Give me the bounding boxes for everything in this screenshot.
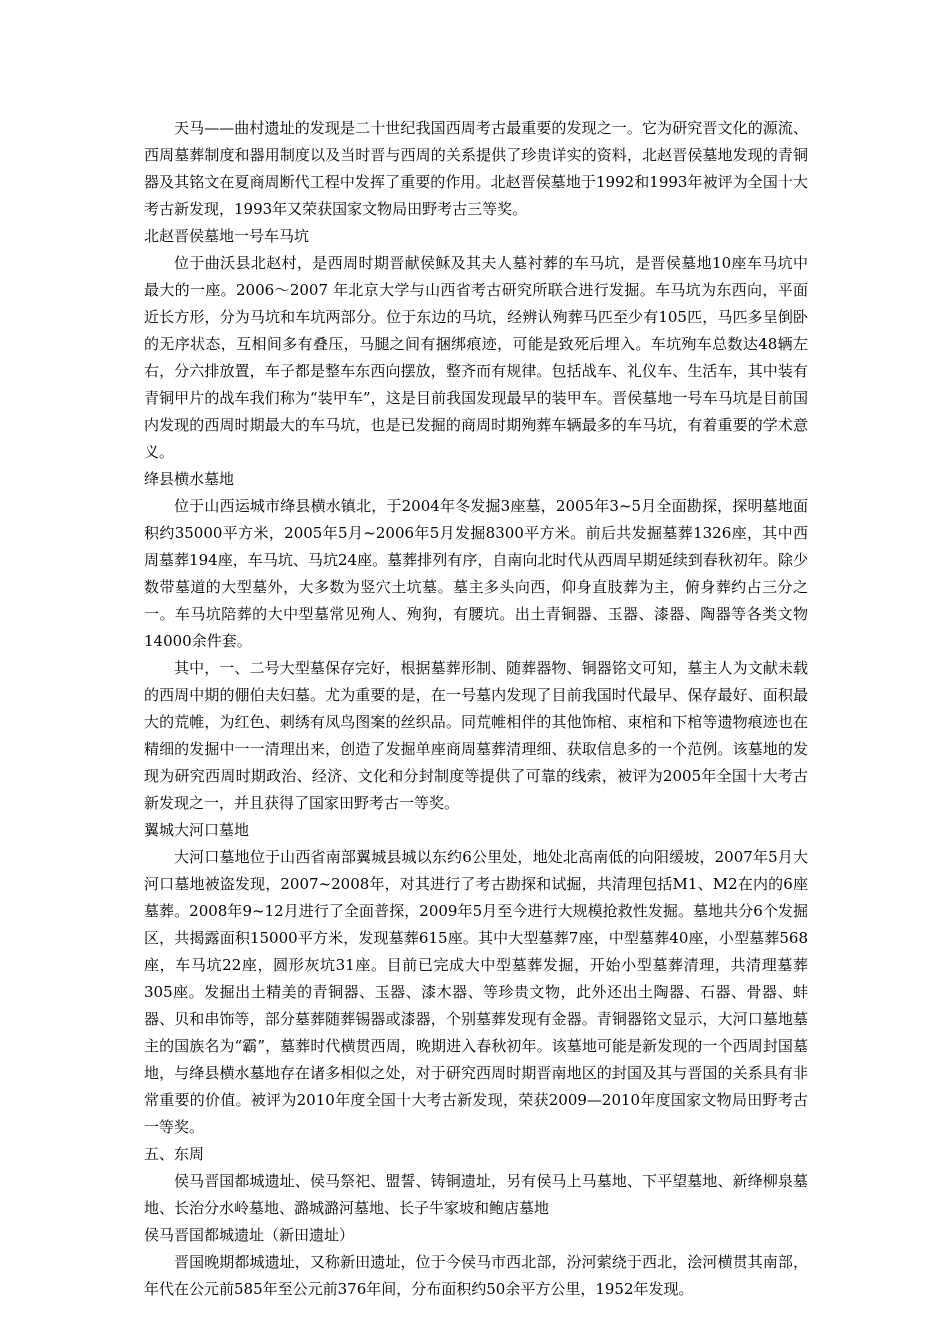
houma-capital-site-paragraph: 晋国晚期都城遗址，又称新田遗址，位于今侯马市西北部，汾河萦绕于西北，浍河横贯其南部，年代在公元前585年至公元前376年间，分布面积约50余平方公里，1952年发现。 — [144, 1253, 808, 1298]
beizhao-chariot-pit-paragraph: 位于曲沃县北赵村，是西周时期晋献侯稣及其夫人墓衬葬的车马坑，是晋侯墓地10座车马坑中最大的一座。2006～2007 年北京大学与山西省考古研究所联合进行发掘。车马坑为东西向，平面近长方形，分为马坑和车坑两部分。位于东边的马坑，经辨认殉葬马匹至少有105匹，马匹多呈倒卧的无序状态，互相间多有叠压，马腿之间有捆绑痕迹，可能是致死后埋入。车坑殉车总数达48辆左右，分六排放置，车子都是整车东西向摆放，整齐而有规律。包括战车、礼仪车、生活车，其中装有青铜甲片的战车我们称为“装甲车”，这是目前我国发现最早的装甲车。晋侯墓地一号车马坑是目前国内发现的西周时期最大的车马坑，也是已发掘的商周时期殉葬车辆最多的车马坑，有着重要的学术意义。 — [144, 254, 808, 461]
hengshui-cemetery-paragraph-1: 位于山西运城市绛县横水镇北，于2004年冬发掘3座墓，2005年3~5月全面勘探，探明墓地面积约35000平方米，2005年5月~2006年5月发掘8300平方米。前后共发掘墓葬1326座，其中西周墓葬194座，车马坑、马坑24座。墓葬排列有序，自南向北时代从西周早期延续到春秋初年。除少数带墓道的大型墓外，大多数为竖穴土坑墓。墓主多头向西，仰身直肢葬为主，俯身葬约占三分之一。车马坑陪葬的大中型墓常见殉人、殉狗，有腰坑。出土青铜器、玉器、漆器、陶器等各类文物14000余件套。 — [144, 497, 808, 650]
heading-beizhao-chariot-pit: 北赵晋侯墓地一号车马坑 — [144, 227, 310, 245]
eastern-zhou-site-list-paragraph: 侯马晋国都城遗址、侯马祭祀、盟誓、铸铜遗址，另有侯马上马墓地、下平望墓地、新绛柳泉墓地、长治分水岭墓地、潞城潞河墓地、长子牛家坡和鲍店墓地 — [144, 1172, 808, 1217]
document-page — [144, 115, 808, 1303]
dahekou-cemetery-paragraph: 大河口墓地位于山西省南部翼城县城以东约6公里处，地处北高南低的向阳缓坡，2007年5月大河口墓地被盗发现，2007~2008年，对其进行了考古勘探和试掘，共清理包括M1、M2在内的6座墓葬。2008年9~12月进行了全面普探，2009年5月至今进行大规模抢救性发掘。墓地共分6个发掘区，共揭露面积15000平方米，发现墓葬615座。其中大型墓葬7座，中型墓葬40座，小型墓葬568座，车马坑22座，圆形灰坑31座。目前已完成大中型墓葬发掘，开始小型墓葬清理，共清理墓葬305座。发掘出土精美的青铜器、玉器、漆木器、等珍贵文物，此外还出土陶器、石器、骨器、蚌器、贝和串饰等，部分墓葬随葬锡器或漆器，个别墓葬发现有金器。青铜器铭文显示，大河口墓地墓主的国族名为“霸”，墓葬时代横贯西周，晚期进入春秋初年。该墓地可能是新发现的一个西周封国墓地，与绛县横水墓地存在诸多相似之处，对于研究西周时期晋南地区的封国及其与晋国的关系具有非常重要的价值。被评为2010年度全国十大考古新发现，荣获2009—2010年度国家文物局田野考古一等奖。 — [144, 848, 808, 1136]
heading-section-five-eastern-zhou: 五、东周 — [144, 1145, 205, 1163]
heading-hengshui-cemetery: 绛县横水墓地 — [144, 470, 235, 488]
intro-paragraph: 天马——曲村遗址的发现是二十世纪我国西周考古最重要的发现之一。它为研究晋文化的源流、西周墓葬制度和器用制度以及当时晋与西周的关系提供了珍贵详实的资料，北赵晋侯墓地发现的青铜器及其铭文在夏商周断代工程中发挥了重要的作用。北赵晋侯墓地于1992和1993年被评为全国十大考古新发现，1993年又荣获国家文物局田野考古三等奖。 — [144, 119, 808, 218]
heading-houma-capital-site: 侯马晋国都城遗址（新田遗址） — [144, 1226, 355, 1244]
heading-dahekou-cemetery: 翼城大河口墓地 — [144, 821, 250, 839]
hengshui-cemetery-paragraph-2: 其中，一、二号大型墓保存完好，根据墓葬形制、随葬器物、铜器铭文可知，墓主人为文献未载的西周中期的倗伯夫妇墓。尤为重要的是，在一号墓内发现了目前我国时代最早、保存最好、面积最大的荒帷，为红色、刺绣有凤鸟图案的丝织品。同荒帷相伴的其他饰棺、束棺和下棺等遗物痕迹也在精细的发掘中一一清理出来，创造了发掘单座商周墓葬清理细、获取信息多的一个范例。该墓地的发现为研究西周时期政治、经济、文化和分封制度等提供了可靠的线索，被评为2005年全国十大考古新发现之一，并且获得了国家田野考古一等奖。 — [144, 659, 808, 812]
